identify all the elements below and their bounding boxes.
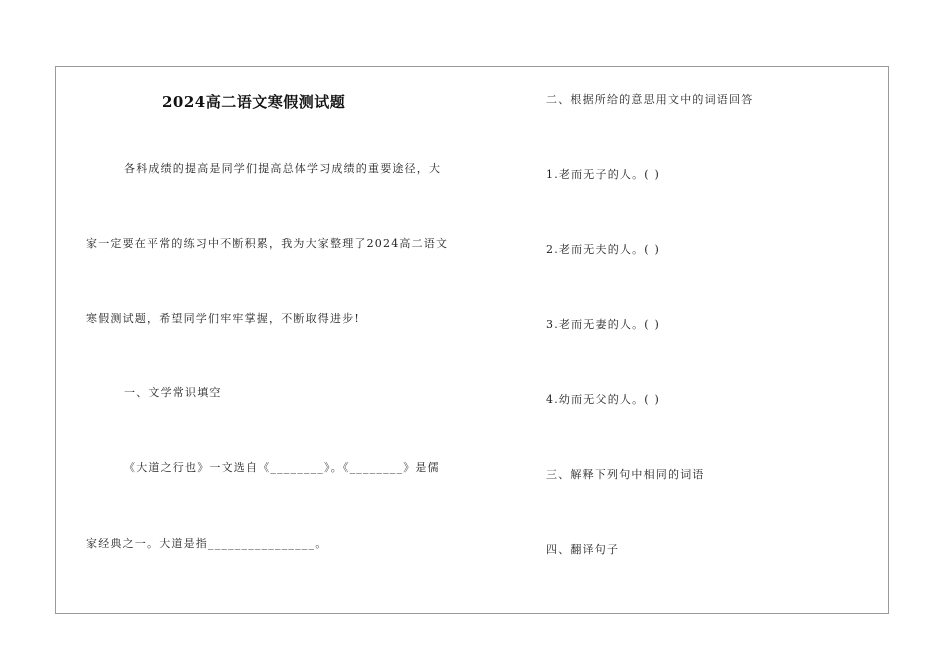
page-frame <box>55 66 889 614</box>
section1-line-1: 《大道之行也》一文选自《________》。《________》是儒 <box>124 461 440 474</box>
section2-item-3: 3.老而无妻的人。( ) <box>546 318 660 331</box>
intro-line-1: 各科成绩的提高是同学们提高总体学习成绩的重要途径，大 <box>124 162 442 175</box>
section2-heading: 二、根据所给的意思用文中的词语回答 <box>546 93 754 106</box>
section2-item-4: 4.幼而无父的人。( ) <box>546 393 660 406</box>
section1-line-2: 家经典之一。大道是指________________。 <box>86 537 328 550</box>
document-title: 2024高二语文寒假测试题 <box>162 93 346 111</box>
section2-item-1: 1.老而无子的人。( ) <box>546 168 660 181</box>
intro-line-2: 家一定要在平常的练习中不断积累，我为大家整理了2024高二语文 <box>86 237 449 250</box>
intro-line-3: 寒假测试题，希望同学们牢牢掌握，不断取得进步! <box>86 312 361 325</box>
section1-heading: 一、文学常识填空 <box>124 386 222 399</box>
section2-item-2: 2.老而无夫的人。( ) <box>546 243 660 256</box>
section4-heading: 四、翻译句子 <box>546 543 620 556</box>
section3-heading: 三、解释下列句中相同的词语 <box>546 468 705 481</box>
